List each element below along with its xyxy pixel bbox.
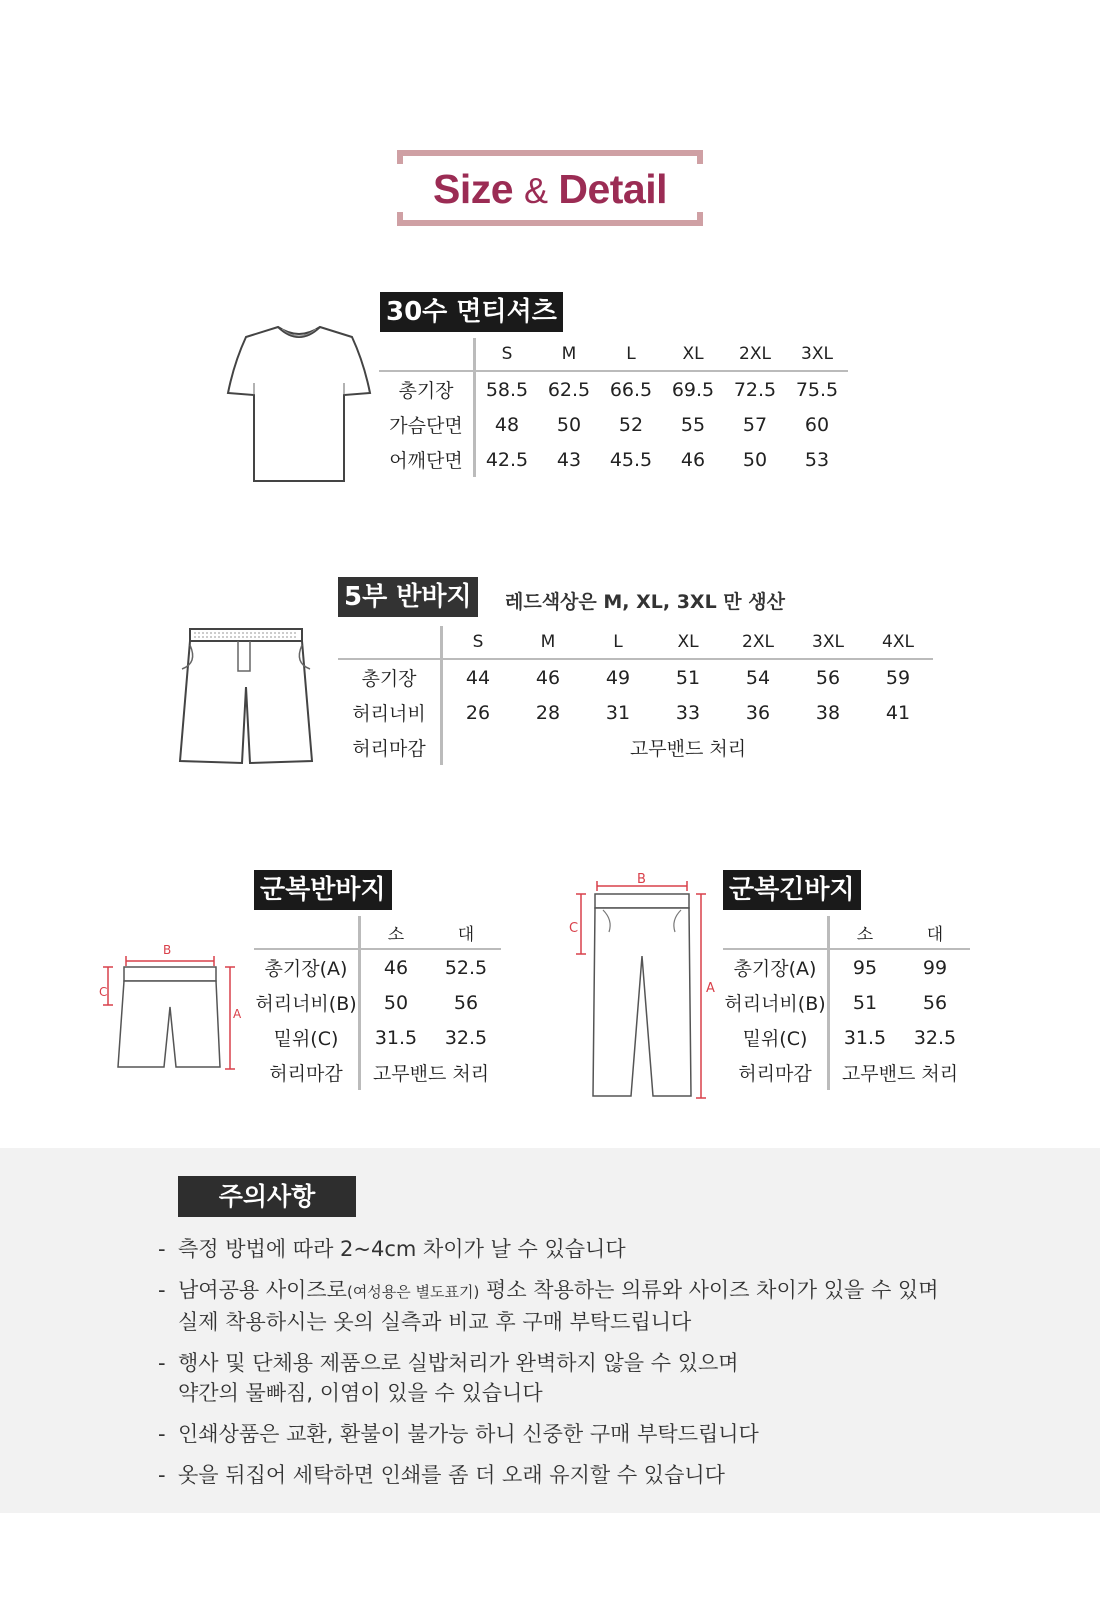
cell: 56 (815, 666, 841, 689)
table-row (723, 949, 970, 985)
title-frame-bottom-bar (397, 220, 703, 226)
dim-label-a: A (706, 981, 715, 996)
table-row (379, 371, 848, 407)
cell: 66.5 (609, 378, 653, 401)
size-col-header: XL (662, 338, 724, 371)
size-col-header: XL (653, 626, 723, 659)
page-title-left: Size (432, 166, 514, 212)
title-frame-tick (697, 150, 703, 164)
cell: 69.5 (671, 378, 715, 401)
size-col-header: 대 (431, 916, 501, 949)
cell: 32.5 (913, 1026, 957, 1049)
cell: 57 (742, 413, 768, 436)
dim-label-c: C (99, 985, 108, 999)
dim-label-c: C (569, 921, 579, 936)
table-row (254, 1055, 501, 1090)
row-label: 가슴단면 (379, 407, 475, 442)
row-label: 허리너비 (338, 695, 442, 730)
cell: 44 (465, 666, 491, 689)
cell: 49 (605, 666, 631, 689)
page-title (397, 166, 703, 213)
table-corner (338, 626, 442, 659)
list-item (158, 1460, 1038, 1490)
cell: 50 (742, 448, 768, 471)
row-label: 허리마감 (723, 1055, 829, 1090)
title-frame-tick (697, 212, 703, 226)
size-col-header: 대 (900, 916, 970, 949)
size-col-header: 소 (829, 916, 901, 949)
notice-line: 인쇄상품은 교환, 환불이 불가능 하니 신중한 구매 부탁드립니다 (178, 1422, 759, 1446)
notice-section (0, 1148, 1100, 1513)
page-title-frame (397, 150, 703, 226)
cell: 31.5 (843, 1026, 887, 1049)
army-shorts-heading: 군복반바지 (254, 870, 392, 910)
size-col-header: 3XL (786, 338, 848, 371)
army-pants-size-table (723, 916, 970, 1090)
size-col-header: S (475, 338, 539, 371)
table-row (254, 985, 501, 1020)
cell: 45.5 (609, 448, 653, 471)
cell: 62.5 (547, 378, 591, 401)
cell: 99 (922, 956, 948, 979)
size-col-header: 4XL (863, 626, 933, 659)
list-item (158, 1348, 1038, 1408)
title-frame-tick (397, 150, 403, 164)
list-item (158, 1234, 1038, 1264)
table-corner (379, 338, 475, 371)
size-col-header: 3XL (793, 626, 863, 659)
row-label: 허리마감 (338, 730, 442, 765)
shorts5-heading: 5부 반바지 (338, 577, 478, 617)
cell: 50 (556, 413, 582, 436)
cell-merged: 고무밴드 처리 (629, 738, 747, 760)
cell: 95 (852, 956, 878, 979)
dim-label-a: A (233, 1007, 242, 1021)
size-col-header: M (538, 338, 600, 371)
row-label: 밑위(C) (254, 1020, 360, 1055)
cell-merged: 고무밴드 처리 (841, 1063, 959, 1085)
page-title-amp: & (523, 170, 548, 211)
tshirt-heading: 30수 면티셔츠 (380, 292, 563, 332)
shorts5-size-table (338, 626, 933, 765)
notice-text: 남여공용 사이즈로 (178, 1278, 347, 1302)
list-dash: - (158, 1463, 166, 1487)
shorts5-illustration (176, 625, 316, 769)
army-pants-heading: 군복긴바지 (723, 870, 861, 910)
cell: 28 (535, 701, 561, 724)
cell: 33 (675, 701, 701, 724)
row-label: 총기장 (338, 659, 442, 695)
cell: 41 (885, 701, 911, 724)
cell: 55 (680, 413, 706, 436)
cell: 75.5 (795, 378, 839, 401)
table-row (338, 659, 933, 695)
cell: 46 (680, 448, 706, 471)
row-label: 총기장(A) (723, 949, 829, 985)
list-dash: - (158, 1278, 166, 1302)
cell: 48 (494, 413, 520, 436)
table-row (379, 407, 848, 442)
notice-line: 행사 및 단체용 제품으로 실밥처리가 완벽하지 않을 수 있으며 (178, 1351, 739, 1375)
notice-text-small: (여성용은 별도표기) (346, 1283, 480, 1301)
list-item (158, 1419, 1038, 1449)
cell: 51 (852, 991, 878, 1014)
dim-label-b: B (637, 872, 646, 887)
list-dash: - (158, 1351, 166, 1375)
size-col-header: 소 (360, 916, 432, 949)
cell: 38 (815, 701, 841, 724)
cell: 26 (465, 701, 491, 724)
cell: 46 (383, 956, 409, 979)
tshirt-size-table (379, 338, 848, 477)
cell: 52.5 (444, 956, 488, 979)
table-corner (723, 916, 829, 949)
size-col-header: 2XL (724, 338, 786, 371)
row-label: 총기장 (379, 371, 475, 407)
notice-list (158, 1234, 1038, 1501)
table-row (338, 730, 933, 765)
notice-text: 평소 착용하는 의류와 사이즈 차이가 있을 수 있며 (479, 1278, 939, 1302)
size-col-header: L (583, 626, 653, 659)
cell: 52 (618, 413, 644, 436)
cell: 32.5 (444, 1026, 488, 1049)
cell: 72.5 (733, 378, 777, 401)
cell: 43 (556, 448, 582, 471)
row-label: 허리너비(B) (254, 985, 360, 1020)
cell-merged: 고무밴드 처리 (372, 1063, 490, 1085)
army-pants-illustration (567, 870, 717, 1102)
army-shorts-size-table (254, 916, 501, 1090)
list-dash: - (158, 1237, 166, 1261)
cell: 31 (605, 701, 631, 724)
cell: 56 (922, 991, 948, 1014)
size-col-header: L (600, 338, 662, 371)
title-frame-tick (397, 212, 403, 226)
notice-line: 약간의 물빠짐, 이염이 있을 수 있습니다 (178, 1381, 543, 1405)
row-label: 총기장(A) (254, 949, 360, 985)
table-row (254, 1020, 501, 1055)
size-col-header: M (513, 626, 583, 659)
cell: 50 (383, 991, 409, 1014)
cell: 42.5 (485, 448, 529, 471)
table-row (254, 949, 501, 985)
cell: 31.5 (374, 1026, 418, 1049)
table-row (338, 695, 933, 730)
cell: 46 (535, 666, 561, 689)
dim-label-b: B (163, 943, 172, 957)
cell: 54 (745, 666, 771, 689)
tshirt-illustration (220, 323, 378, 485)
row-label: 허리너비(B) (723, 985, 829, 1020)
size-col-header: 2XL (723, 626, 793, 659)
notice-line (178, 1275, 1038, 1307)
table-row (723, 985, 970, 1020)
title-frame-top-bar (397, 150, 703, 156)
cell: 60 (804, 413, 830, 436)
cell: 56 (453, 991, 479, 1014)
list-dash: - (158, 1422, 166, 1446)
notice-line: 옷을 뒤집어 세탁하면 인쇄를 좀 더 오래 유지할 수 있습니다 (178, 1463, 725, 1487)
table-row (723, 1055, 970, 1090)
cell: 58.5 (485, 378, 529, 401)
army-shorts-illustration (96, 945, 246, 1075)
table-row (723, 1020, 970, 1055)
table-row (379, 442, 848, 477)
cell: 59 (885, 666, 911, 689)
notice-line: 실제 착용하시는 옷의 실측과 비교 후 구매 부탁드립니다 (178, 1310, 692, 1334)
cell: 36 (745, 701, 771, 724)
shorts5-color-note: 레드색상은 M, XL, 3XL 만 생산 (505, 591, 785, 613)
page-title-right: Detail (558, 166, 668, 212)
row-label: 밑위(C) (723, 1020, 829, 1055)
notice-line: 측정 방법에 따라 2~4cm 차이가 날 수 있습니다 (178, 1237, 626, 1261)
size-col-header: S (442, 626, 514, 659)
notice-title: 주의사항 (178, 1176, 356, 1217)
list-item (158, 1275, 1038, 1337)
table-corner (254, 916, 360, 949)
cell: 53 (804, 448, 830, 471)
row-label: 허리마감 (254, 1055, 360, 1090)
row-label: 어깨단면 (379, 442, 475, 477)
cell: 51 (675, 666, 701, 689)
